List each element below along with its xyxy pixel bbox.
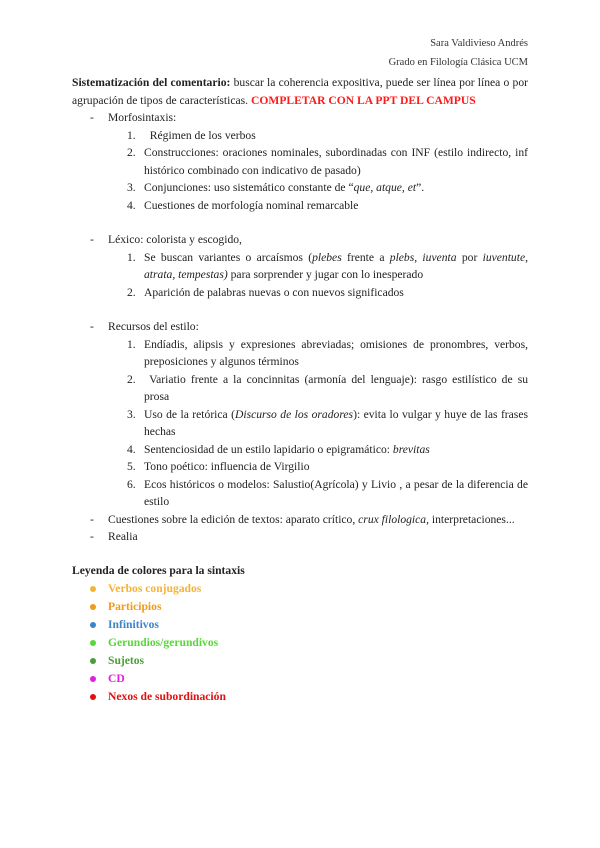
list-item: 2. Construcciones: oraciones nominales, subordinadas con INF (estilo indirecto, inf histórico combinado con indicativo de pasado) xyxy=(127,146,528,177)
list-item: 5. Tono poético: influencia de Virgilio xyxy=(127,460,310,473)
list-item: 4. Sentenciosidad de un estilo lapidario o epigramático: brevitas xyxy=(127,442,430,456)
document-body xyxy=(72,74,528,706)
color-dot-icon xyxy=(90,640,96,646)
list-item: 1. Se buscan variantes o arcaísmos (plebes frente a plebs, iuventa por iuventute, atrata, tempestas) para sorprender y jugar con lo inesperado xyxy=(127,250,528,281)
list-item: 1. Régimen de los verbos xyxy=(127,128,256,142)
legend-item-cd: CD xyxy=(72,670,528,688)
color-dot-icon xyxy=(90,658,96,664)
author-name: Sara Valdivieso Andrés xyxy=(430,38,528,49)
legend-item-verbos: Verbos conjugados xyxy=(72,580,528,598)
lexico-list xyxy=(72,249,528,302)
program-name: Grado en Filología Clásica UCM xyxy=(388,57,528,68)
color-dot-icon xyxy=(90,694,96,700)
main-list xyxy=(72,109,528,546)
section-recursos xyxy=(72,318,528,511)
list-item: 6. Ecos históricos o modelos: Salustio(Agrícola) y Livio , a pesar de la diferencia de estilo xyxy=(127,477,528,508)
section-lexico xyxy=(72,231,528,301)
list-item: 1. Endíadis, alipsis y expresiones abreviadas; omisiones de pronombres, verbos, preposiciones y algunos términos xyxy=(127,337,528,368)
list-item: 3. Conjunciones: uso sistemático constante de “que, atque, et”. xyxy=(127,181,425,194)
spacer xyxy=(72,214,528,231)
intro-paragraph xyxy=(72,74,528,109)
intro-bold: Sistematización del comentario: xyxy=(72,76,231,89)
legend-item-infinitivos: Infinitivos xyxy=(72,616,528,634)
legend-item-nexos: Nexos de subordinación xyxy=(72,688,528,706)
color-dot-icon xyxy=(90,604,96,610)
section-realia: - Realia xyxy=(72,528,528,546)
section-title: Recursos del estilo: xyxy=(108,320,199,333)
legend-item-participios: Participios xyxy=(72,598,528,616)
intro-red-note: COMPLETAR CON LA PPT DEL CAMPUS xyxy=(250,93,476,107)
section-morfosintaxis xyxy=(72,109,528,214)
legend-item-sujetos: Sujetos xyxy=(72,652,528,670)
section-title: Léxico: colorista y escogido, xyxy=(108,233,242,246)
list-item: 2. Variatio frente a la concinnitas (armonía del lenguaje): rasgo estilístico de su prosa xyxy=(127,372,529,403)
spacer xyxy=(72,301,528,318)
dash-bullet: - xyxy=(90,530,94,543)
dash-bullet: - xyxy=(90,111,94,124)
intro-text: buscar la coherencia expositiva, puede ser línea por línea o por agrupación de tipos de características. xyxy=(72,76,528,107)
legend-item-gerundios: Gerundios/gerundivos xyxy=(72,634,528,652)
recursos-list xyxy=(72,336,528,511)
dash-bullet: - xyxy=(90,233,94,246)
legend-title: Leyenda de colores para la sintaxis xyxy=(72,563,245,577)
color-dot-icon xyxy=(90,676,96,682)
color-dot-icon xyxy=(90,586,96,592)
dash-bullet: - xyxy=(90,320,94,333)
morfo-list xyxy=(72,127,528,215)
list-item: 3. Uso de la retórica (Discurso de los oradores): evita lo vulgar y huye de las frases hechas xyxy=(127,407,528,438)
dash-bullet: - xyxy=(90,512,94,526)
color-dot-icon xyxy=(90,622,96,628)
list-item: 2. Aparición de palabras nuevas o con nuevos significados xyxy=(127,285,404,299)
section-edicion: - Cuestiones sobre la edición de textos: aparato crítico, crux filologica, interpretaciones... xyxy=(72,511,528,529)
list-item: 4. Cuestiones de morfología nominal remarcable xyxy=(127,198,359,212)
section-title: Morfosintaxis: xyxy=(108,111,177,124)
legend-list xyxy=(72,580,528,706)
